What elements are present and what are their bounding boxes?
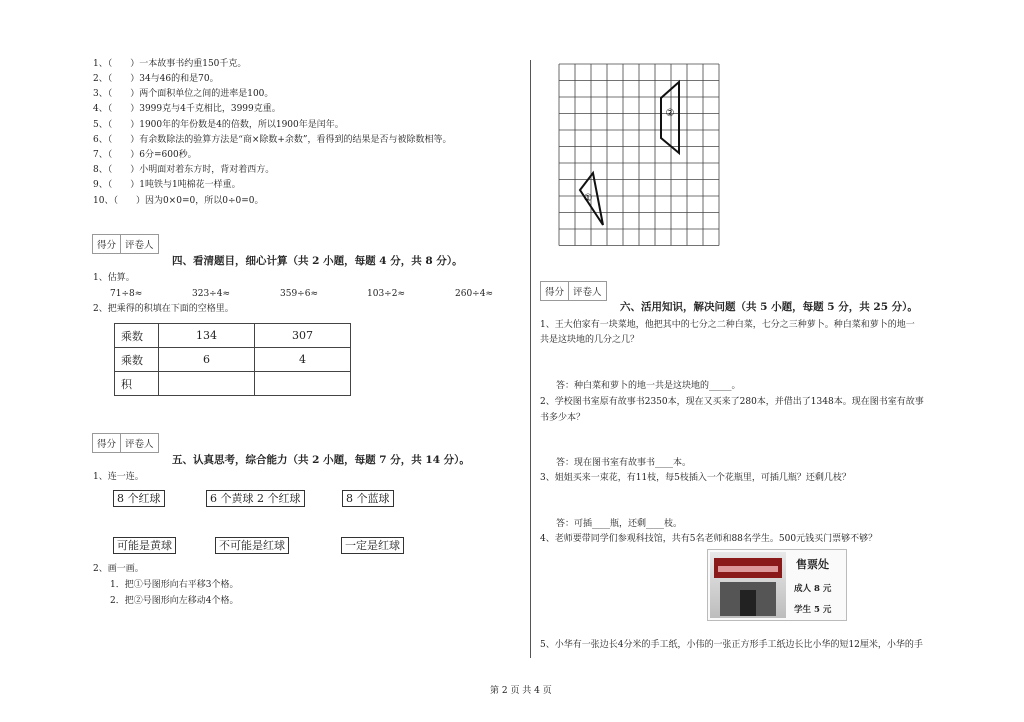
estimate-item: 103÷2≈ (367, 289, 405, 299)
match-box: 可能是黄球 (113, 537, 176, 554)
score-label: 得分 (93, 235, 121, 253)
judge-item: 2、（ ）34与46的和是70。 (93, 74, 219, 84)
reviewer-label: 评卷人 (125, 439, 154, 450)
grid-figure (555, 60, 725, 250)
score-label: 得分 (541, 282, 569, 300)
table-cell: 积 (115, 372, 159, 396)
section4-q1: 1、估算。 (93, 273, 135, 283)
table-cell: 6 (159, 348, 255, 372)
column-divider (530, 60, 531, 658)
section4-title: 四、看清题目，细心计算（共 2 小题，每题 4 分，共 8 分）。 (172, 255, 463, 267)
section5-q2: 2、画一画。 (93, 564, 144, 574)
match-box: 6 个黄球 2 个红球 (206, 490, 305, 507)
judge-item: 10、（ ）因为0×0=0，所以0÷0=0。 (93, 196, 264, 206)
judge-item: 3、（ ）两个面积单位之间的进率是100。 (93, 89, 274, 99)
section6-q1-line1: 1、王大伯家有一块菜地，他把其中的七分之二种白菜，七分之三种萝卜。种白菜和萝卜的地一 (540, 320, 915, 330)
building-photo (710, 552, 786, 618)
ticket-adult: 成人 8 元 (794, 584, 832, 594)
multiply-table (114, 323, 351, 396)
table-cell: 乘数 (115, 324, 159, 348)
section6-q1-line2: 共是这块地的几分之几？ (540, 335, 640, 345)
judge-item: 9、（ ）1吨铁与1吨棉花一样重。 (93, 180, 241, 190)
estimate-item: 260÷4≈ (455, 289, 493, 299)
match-box: 8 个蓝球 (342, 490, 394, 507)
section5-q2-2: 2．把②号图形向左移动4个格。 (110, 596, 239, 606)
table-cell: 307 (255, 324, 351, 348)
match-box: 8 个红球 (113, 490, 165, 507)
ticket-image (707, 549, 847, 621)
table-cell: 134 (159, 324, 255, 348)
section6-a3: 答：可插____瓶，还剩____枝。 (556, 519, 683, 529)
score-box (92, 234, 159, 254)
judge-item: 1、（ ）一本故事书约重150千克。 (93, 59, 247, 69)
section6-q2-line2: 书多少本？ (540, 413, 586, 423)
section6-q2-line1: 2、学校图书室原有故事书2350本，现在又买来了280本，并借出了1348本。现在图书室有故事 (540, 397, 924, 407)
match-box: 一定是红球 (341, 537, 404, 554)
match-box: 不可能是红球 (215, 537, 289, 554)
shape-1-label: ① (583, 193, 593, 204)
score-box (92, 433, 159, 453)
ticket-student: 学生 5 元 (794, 605, 832, 615)
section6-title: 六、活用知识，解决问题（共 5 小题，每题 5 分，共 25 分）。 (620, 301, 918, 313)
judge-item: 4、（ ）3999克与4千克相比，3999克重。 (93, 104, 281, 114)
score-label: 得分 (93, 434, 121, 452)
table-cell: 4 (255, 348, 351, 372)
section6-a1: 答：种白菜和萝卜的地一共是这块地的_____。 (556, 381, 741, 391)
judge-item: 5、（ ）1900年的年份数是4的倍数，所以1900年是闰年。 (93, 120, 344, 130)
section5-title: 五、认真思考，综合能力（共 2 小题，每题 7 分，共 14 分）。 (172, 454, 470, 466)
table-cell (159, 372, 255, 396)
section5-q1: 1、连一连。 (93, 472, 144, 482)
reviewer-label: 评卷人 (573, 287, 602, 298)
estimate-item: 71÷8≈ (110, 289, 143, 299)
section5-q2-1: 1．把①号图形向右平移3个格。 (110, 580, 239, 590)
section6-q3: 3、姐姐买来一束花，有11枝，每5枝插入一个花瓶里，可插几瓶？还剩几枝？ (540, 473, 851, 483)
reviewer-label: 评卷人 (125, 240, 154, 251)
judge-item: 7、（ ）6分=600秒。 (93, 150, 197, 160)
ticket-title: 售票处 (796, 558, 829, 571)
section6-a2: 答：现在图书室有故事书____本。 (556, 458, 692, 468)
table-cell (255, 372, 351, 396)
judge-item: 6、（ ）有余数除法的验算方法是“商×除数+余数”，看得到的结果是否与被除数相等。 (93, 135, 452, 145)
estimate-item: 323÷4≈ (192, 289, 230, 299)
table-row (115, 324, 351, 348)
table-row (115, 348, 351, 372)
estimate-item: 359÷6≈ (280, 289, 318, 299)
table-row (115, 372, 351, 396)
section6-q4: 4、老师要带同学们参观科技馆，共有5名老师和88名学生。500元钱买门票够不够？ (540, 534, 878, 544)
section6-q5: 5、小华有一张边长4分米的手工纸，小伟的一张正方形手工纸边长比小华的短12厘米，小华的手 (540, 640, 923, 650)
shape-2-label: ② (665, 108, 675, 119)
judge-item: 8、（ ）小明面对着东方时，背对着西方。 (93, 165, 275, 175)
grid-lines (559, 64, 719, 246)
table-cell: 乘数 (115, 348, 159, 372)
section4-q2: 2、把乘得的积填在下面的空格里。 (93, 304, 234, 314)
score-box (540, 281, 607, 301)
page-footer: 第 2 页 共 4 页 (490, 686, 552, 696)
